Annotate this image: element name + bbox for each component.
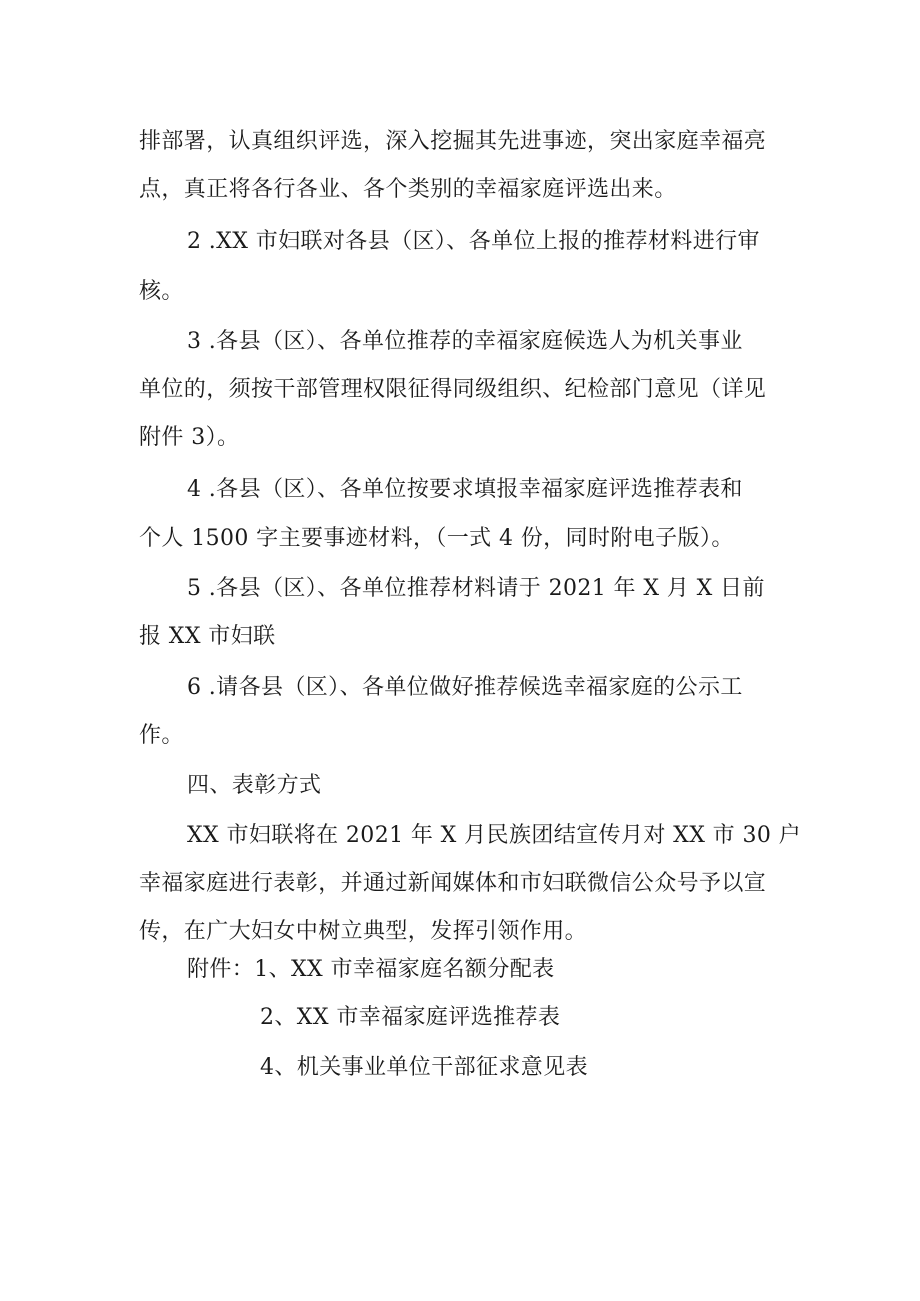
- list-item-4-line: 个人 1500 字主要事迹材料，（一式 4 份，同时附电子版）。: [139, 526, 734, 551]
- attachment-item: 2、XX 市幸福家庭评选推荐表: [260, 1005, 561, 1030]
- attachment-label-line: 附件：1、XX 市幸福家庭名额分配表: [187, 957, 555, 982]
- section-body-line: 幸福家庭进行表彰，并通过新闻媒体和市妇联微信公众号予以宣: [139, 871, 767, 896]
- section-heading: 四、表彰方式: [187, 773, 322, 798]
- list-item-6-line: 作。: [139, 723, 184, 748]
- paragraph-line: 点，真正将各行各业、各个类别的幸福家庭评选出来。: [139, 177, 677, 202]
- list-item-5-line: 报 XX 市妇联: [139, 624, 276, 649]
- list-item-4-line: 4 .各县（区）、各单位按要求填报幸福家庭评选推荐表和: [187, 477, 743, 502]
- list-item-6-line: 6 .请各县（区）、各单位做好推荐候选幸福家庭的公示工: [187, 675, 743, 700]
- section-body-line: 传，在广大妇女中树立典型，发挥引领作用。: [139, 919, 588, 944]
- paragraph-line: 排部署，认真组织评选，深入挖掘其先进事迹，突出家庭幸福亮: [139, 129, 767, 154]
- list-item-3-line: 附件 3）。: [139, 425, 240, 450]
- list-item-5-line: 5 .各县（区）、各单位推荐材料请于 2021 年 X 月 X 日前: [187, 576, 765, 601]
- attachment-item: 4、机关事业单位干部征求意见表: [260, 1055, 588, 1080]
- section-body-line: XX 市妇联将在 2021 年 X 月民族团结宣传月对 XX 市 30 户: [187, 823, 802, 848]
- list-item-3-line: 单位的，须按干部管理权限征得同级组织、纪检部门意见（详见: [139, 377, 767, 402]
- list-item-2-line: 核。: [139, 279, 184, 304]
- list-item-3-line: 3 .各县（区）、各单位推荐的幸福家庭候选人为机关事业: [187, 329, 743, 354]
- list-item-2-line: 2 .XX 市妇联对各县（区）、各单位上报的推荐材料进行审: [187, 229, 760, 254]
